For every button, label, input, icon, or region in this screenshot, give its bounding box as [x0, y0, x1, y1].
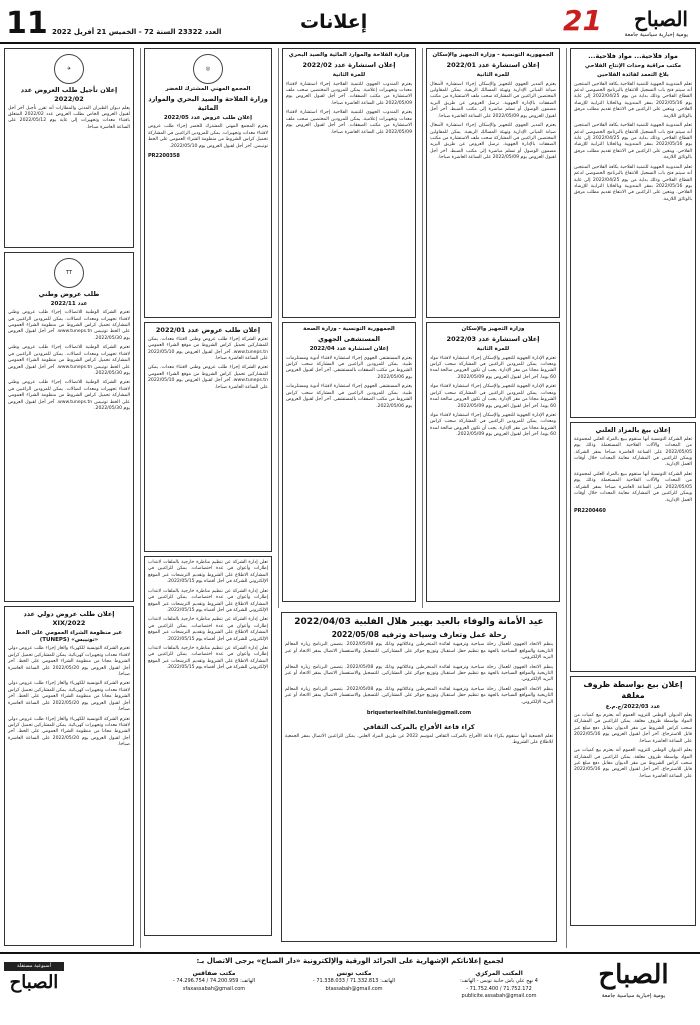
ad-title: إعلان استشارة عدد 2022/02 [302, 61, 396, 70]
notice-title: كراء قاعة الأفراح بالمركب الثقافي [363, 722, 475, 731]
ad-farm-materials [570, 48, 696, 418]
ad-body-repeat-2: تعتزم الشركة الوطنية للاتصالات إجراء طلب عروض وطني لاقتناء تجهيزات ومعدات اتصالات. يمكن للمزودين الراغبين في المشاركة تحميل كراس الشروط من منظومة الشراء العمومي على الخط تونيبس www.tuneps.tn. آخر أجل لقبول العروض يوم 2022/05/30. [8, 380, 130, 412]
ad-subtitle: عدد 2022/11 [50, 300, 88, 307]
ad-body-repeat: تعتزم الشركة التونسية للكهرباء والغاز إجراء طلب عروض دولي لاقتناء معدات وتجهيزات كهربائية. يمكن للمشاركين تحميل كراس الشروط مجانا من منظومة الشراء العمومي على الخط. آخر أجل لقبول العروض يوم 2022/05/20 على الساعة العاشرة صباحا. [8, 681, 131, 713]
ad-telecom-tender [4, 252, 134, 602]
ad-ref: PR2200358 [148, 153, 180, 160]
logo-name: الصباح [633, 7, 688, 31]
ad-body-repeat: تعلم الشركة التونسية أنها ستقوم ببيع بالمزاد العلني لمجموعة من المعدات والآلات الفلاحية المستعملة وذلك يوم 2022/05/05 على الساعة العاشرة صباحا بمقر الشركة. ويمكن للراغبين في المشاركة معاينة المعدات خلال أوقات العمل الإدارية. [574, 471, 692, 503]
telecom-logo-icon: TT [54, 258, 84, 288]
footer-logo-name: الصباح [598, 960, 669, 990]
ad-tender-01 [144, 322, 272, 552]
ad-body: يعلم ديوان الطيران المدني والمطارات أنه تقرر تأجيل آخر أجل لقبول العروض الخاص بطلب العروض عدد 2022/02 المتعلق باقتناء معدات وتجهيزات إلى غاية يوم 2022/05/12 على الساعة العاشرة صباحا. [8, 105, 130, 130]
column-1 [566, 48, 696, 948]
ad-body-repeat: تعتزم الشركة الوطنية للاتصالات إجراء طلب عروض وطني لاقتناء تجهيزات ومعدات اتصالات. يمكن للمزودين الراغبين في المشاركة تحميل كراس الشروط من منظومة الشراء العمومي على الخط تونيبس www.tuneps.tn. آخر أجل لقبول العروض يوم 2022/05/30. [8, 345, 130, 376]
ad-body-repeat: يعتزم المدير الجهوي للتجهيز والإسكان إجراء استشارة لأشغال صيانة المباني الإدارية وتهيئة المسالك الريفية. يمكن للمقاولين المختصين الراغبين في المشاركة سحب ملف الاستشارة من مكتب الصفقات بالإدارة الجهوية. ترسل العروض عن طريق البريد مضمون الوصول أو تسلم مباشرة إلى مكتب الضبط. آخر أجل لقبول العروض يوم 2022/05/09 على الساعة العاشرة صباحا. [430, 123, 556, 161]
ad-civil-aviation [4, 48, 134, 248]
ad-body-repeat: يعلم الديوان الوطني للتزويد العموم أنه يعتزم بيع كميات من المواد بواسطة ظروف مغلقة. يمكن للراغبين في المشاركة سحب كراس الشروط من مقر الديوان مقابل دفع مبلغ غير قابل للاسترجاع. آخر أجل لقبول العروض يوم 2022/05/16 على الساعة العاشرة صباحا. [574, 748, 692, 779]
ad-subtitle: مكتب مراقبة وحدات الإنتاج الفلاحي [584, 62, 682, 69]
notice-body: تعلم الجمعية أنها ستقوم بكراء قاعة الأفراح بالمركب الثقافي لموسم 2022 عن طريق المزاد العلني. يمكن للراغبين الاتصال بمقر الجمعية للاطلاع على الشروط. [285, 733, 553, 745]
ad-body: تعلن إدارة الشركة عن تنظيم مناظرة خارجية بالملفات لانتداب إطارات وأعوان في عدة اختصاصات. يمكن للراغبين في المشاركة الاطلاع على الشروط وتقديم الترشحات عبر الموقع الإلكتروني للشركة في أجل أقصاه يوم 2022/05/15. [148, 560, 268, 585]
ad-org: وزارة التجهيز والإسكان [461, 326, 525, 332]
footer-logo-left-tag: أسبوعية مستقلة [4, 962, 64, 971]
issue-info: العدد 23322 السنة 72 - الخميس 21 أفريل 2022 [52, 28, 222, 36]
ad-equipment-consult-3 [426, 322, 560, 602]
ad-subtitle: عدد 2022/03/ج.م.ع [605, 703, 661, 710]
office-title: مكتب صفاقس [192, 970, 236, 977]
ad-ref: PR2200460 [574, 507, 606, 514]
ad-body: ينظم الاتحاد الجهوي للعمال رحلة سياحية وترفيهية لفائدة المنخرطين وعائلاتهم وذلك يوم 2022/05/08. يتضمن البرنامج زيارة المعالم التاريخية والمواقع السياحية بالجهة مع تنظيم حفل استقبال وتوزيع جوائز على المشاركين. للتسجيل والاستفسار الاتصال بمقر الاتحاد أو عبر البريد الإلكتروني. [285, 642, 553, 661]
column-5 [4, 48, 134, 948]
footer-office-tunis [300, 969, 408, 993]
ad-org: الجمهورية التونسية - وزارة الصحة [303, 326, 395, 332]
page-header [0, 0, 700, 44]
ad-title: إعلان بيع بالمزاد العلني [595, 426, 671, 434]
footer-logo [571, 958, 696, 1023]
footer-logo-slogan: يومية إخبارية سياسية جامعة [601, 993, 666, 1000]
office-title: المكتب المركزي [475, 970, 523, 977]
airport-icon: ✈ [54, 54, 84, 84]
office-details: الهاتف: 74.200.959 / 74.296.754 - sfaxassabah@gmail.com [172, 978, 256, 992]
ad-title: إعلان استشارة عدد 2022/03 [446, 335, 540, 344]
ad-title: وزارة الفلاحة والصيد البحري والموارد المائية [148, 95, 268, 113]
ad-title: إعلان بيع بواسطة ظروف مغلقة [583, 680, 683, 700]
ad-vegetables-group [144, 48, 272, 318]
ad-subtitle: إعلان طلب عروض عدد 2022/05 [163, 114, 253, 121]
ad-body-repeat: تعلم المندوبية الجهوية للتنمية الفلاحية بكافة الفلاحين المنتجين أنه سيتم فتح باب التسجيل للانتفاع بالبرنامج الخصوصي لدعم القطاع الفلاحي وذلك بداية من يوم 2022/04/25 إلى غاية يوم 2022/05/16 بمقر المندوبية وبالخلايا الترابية للإرشاد الفلاحي. ويتعين على الراغبين في الانتفاع تقديم مطلب مرفق بالوثائق اللازمة. [574, 123, 693, 161]
ad-body-repeat-2: تعلن إدارة الشركة عن تنظيم مناظرة خارجية بالملفات لانتداب إطارات وأعوان في عدة اختصاصات. يمكن للراغبين في المشاركة الاطلاع على الشروط وتقديم الترشحات عبر الموقع الإلكتروني للشركة في أجل أقصاه يوم 2022/05/15. [148, 617, 268, 642]
ad-body-repeat-2: تعتزم الشركة التونسية للكهرباء والغاز إجراء طلب عروض دولي لاقتناء معدات وتجهيزات كهربائية. يمكن للمشاركين تحميل كراس الشروط مجانا من منظومة الشراء العمومي على الخط. آخر أجل لقبول العروض يوم 2022/05/20 على الساعة العاشرة صباحا. [8, 716, 131, 748]
newspaper-logo [542, 2, 692, 42]
ad-sale-sealed [570, 676, 696, 926]
page-footer [0, 952, 700, 1025]
ad-title: طلب عروض وطني [38, 290, 100, 298]
footer-office-main [445, 969, 553, 1001]
ad-equipment-consult-1 [426, 48, 560, 318]
ad-title: إعلان تأجيل طلب العروض عدد 2022/02 [20, 86, 118, 103]
ad-body-repeat: تعتزم الشركة إجراء طلب عروض وطني لاقتناء معدات. يمكن للمشاركين تحميل كراس الشروط من موقع الشراء العمومي www.tuneps.tn. آخر أجل لقبول العروض يوم 2022/05/10 على الساعة العاشرة صباحا. [148, 365, 268, 390]
ad-banner-title: عيد الأمانة والوفاء بالعيد بهيبر هلال الفلبية 2022/04/03 [294, 617, 544, 627]
ad-title: إعلان طلب عروض دولي عدد 2022/XIX [23, 610, 115, 627]
ad-subtitle: للمرة الثانية [476, 72, 510, 79]
ad-body-repeat: تعلن إدارة الشركة عن تنظيم مناظرة خارجية بالملفات لانتداب إطارات وأعوان في عدة اختصاصات. يمكن للراغبين في المشاركة الاطلاع على الشروط وتقديم الترشحات عبر الموقع الإلكتروني للشركة في أجل أقصاه يوم 2022/05/15. [148, 588, 268, 613]
org-emblem-icon: ◎ [193, 54, 223, 84]
wide-ad-block [278, 612, 560, 947]
page-number: 11 [6, 6, 48, 41]
ad-body: يعتزم المندوب الجهوي للتنمية الفلاحية إجراء استشارة لاقتناء معدات وتجهيزات إعلامية. يمكن للمزودين المختصين سحب ملف الاستشارة من مكتب الصفقات. آخر أجل لقبول العروض يوم 2022/05/09 على الساعة العاشرة صباحا. [286, 81, 412, 106]
ad-org: وزارة الفلاحة والموارد المائية والصيد البحري [288, 52, 410, 58]
ad-banner-subtitle: رحلة عمل وتعارف وسياحة وترفيه 2022/05/08 [331, 630, 507, 640]
ad-agri-consult [282, 48, 416, 318]
ad-subtitle-2: بلاغ التعمد لفائدة الفلاحين [597, 72, 669, 79]
ad-trip [281, 612, 557, 942]
ad-body-repeat-2: تعلم المندوبية الجهوية للتنمية الفلاحية بكافة الفلاحين المنتجين أنه سيتم فتح باب التسجيل للانتفاع بالبرنامج الخصوصي لدعم القطاع الفلاحي وذلك بداية من يوم 2022/04/25 إلى غاية يوم 2022/05/16 بمقر المندوبية وبالخلايا الترابية للإرشاد الفلاحي. ويتعين على الراغبين في الانتفاع تقديم مطلب مرفق بالوثائق اللازمة. [574, 164, 693, 202]
ad-subtitle: للمرة الثانية [332, 72, 366, 79]
ad-org: الجمهورية التونسية - وزارة التجهيز والإسكان [432, 52, 554, 58]
ad-title: إعلان طلب عروض عدد 2022/01 [155, 326, 261, 334]
ad-body: يعتزم المجمع المهني المشترك للخضر إجراء طلب عروض لاقتناء معدات وتجهيزات. يمكن للمزودين الراغبين في المشاركة تحميل كراس الشروط من منظومة الشراء العمومي على الخط تونيبس. آخر أجل لقبول العروض يوم 2022/05/10. [148, 124, 268, 149]
column-4 [140, 48, 272, 948]
ad-body: يعتزم المستشفى الجهوي إجراء استشارة لاقتناء أدوية ومستلزمات طبية. يمكن للمزودين الراغبين في المشاركة سحب كراس الشروط من مكتب الصفقات بالمستشفى. آخر أجل لقبول العروض يوم 2022/05/06. [286, 355, 412, 380]
footer-title: لجميع إعلاناتكم الإشهارية على الجرائد الورقية والإلكترونية «دار الصباح» يرجى الاتصال بـ: [196, 957, 504, 965]
office-title: مكتب تونس [336, 970, 372, 977]
ad-body: تعتزم الشركة إجراء طلب عروض وطني لاقتناء معدات. يمكن للمشاركين تحميل كراس الشروط من موقع الشراء العمومي www.tuneps.tn. آخر أجل لقبول العروض يوم 2022/05/10 على الساعة العاشرة صباحا. [148, 336, 268, 362]
ad-body-repeat-2: ينظم الاتحاد الجهوي للعمال رحلة سياحية وترفيهية لفائدة المنخرطين وعائلاتهم وذلك يوم 2022/05/08. يتضمن البرنامج زيارة المعالم التاريخية والمواقع السياحية بالجهة مع تنظيم حفل استقبال وتوزيع جوائز على المشاركين. للتسجيل والاستفسار الاتصال بمقر الاتحاد أو عبر البريد الإلكتروني. [285, 686, 553, 705]
ad-email[interactable]: briqueterieelhilel.tunisie@gmail.com [366, 710, 472, 717]
ad-body: يعتزم المدير الجهوي للتجهيز والإسكان إجراء استشارة لأشغال صيانة المباني الإدارية وتهيئة المسالك الريفية. يمكن للمقاولين المختصين الراغبين في المشاركة سحب ملف الاستشارة من مكتب الصفقات بالإدارة الجهوية. ترسل العروض عن طريق البريد مضمون الوصول أو تسلم مباشرة إلى مكتب الضبط. آخر أجل لقبول العروض يوم 2022/05/09 على الساعة العاشرة صباحا. [430, 81, 556, 119]
ad-body: تعتزم الشركة التونسية للكهرباء والغاز إجراء طلب عروض دولي لاقتناء معدات وتجهيزات كهربائية. يمكن للمشاركين تحميل كراس الشروط مجانا من منظومة الشراء العمومي على الخط. آخر أجل لقبول العروض يوم 2022/05/20 على الساعة العاشرة صباحا. [8, 646, 131, 678]
ad-body-repeat: يعتزم المستشفى الجهوي إجراء استشارة لاقتناء أدوية ومستلزمات طبية. يمكن للمزودين الراغبين في المشاركة سحب كراس الشروط من مكتب الصفقات بالمستشفى. آخر أجل لقبول العروض يوم 2022/05/06. [286, 384, 412, 409]
ad-body-repeat-3: تعلن إدارة الشركة عن تنظيم مناظرة خارجية بالملفات لانتداب إطارات وأعوان في عدة اختصاصات. يمكن للراغبين في المشاركة الاطلاع على الشروط وتقديم الترشحات عبر الموقع الإلكتروني للشركة في أجل أقصاه يوم 2022/05/15. [148, 646, 268, 671]
ad-title: إعلان استشارة عدد 2022/01 [446, 61, 540, 70]
footer-logo-left [4, 962, 64, 995]
ad-title: مواد فلاحية... مواد فلاحية... [588, 52, 678, 60]
ad-recruitment [144, 556, 272, 936]
ad-hospital-consult [282, 322, 416, 602]
office-details: 4 نهج علي باش حانبة تونس - الهاتف: 71.752.172 / 71.752.400 - publicite.assabah@gmail.com [460, 978, 538, 999]
ad-body: تعلم المندوبية الجهوية للتنمية الفلاحية بكافة الفلاحين المنتجين أنه سيتم فتح باب التسجيل للانتفاع بالبرنامج الخصوصي لدعم القطاع الفلاحي وذلك بداية من يوم 2022/04/25 إلى غاية يوم 2022/05/16 بمقر المندوبية وبالخلايا الترابية للإرشاد الفلاحي. ويتعين على الراغبين في الانتفاع تقديم مطلب مرفق بالوثائق اللازمة. [574, 81, 693, 119]
office-details: الهاتف: 71.332.813 / 71.338.033 - btassabah@gmail.com [312, 978, 396, 992]
ad-intl-tender [4, 606, 134, 946]
ad-body: يعلم الديوان الوطني للتزويد العموم أنه يعتزم بيع كميات من المواد بواسطة ظروف مغلقة. يمكن للراغبين في المشاركة سحب كراس الشروط من مقر الديوان مقابل دفع مبلغ غير قابل للاسترجاع. آخر أجل لقبول العروض يوم 2022/05/16 على الساعة العاشرة صباحا. [574, 713, 692, 744]
ad-body: تعتزم الشركة الوطنية للاتصالات إجراء طلب عروض وطني لاقتناء تجهيزات ومعدات اتصالات. يمكن للمزودين الراغبين في المشاركة تحميل كراس الشروط من منظومة الشراء العمومي على الخط تونيبس www.tuneps.tn. آخر أجل لقبول العروض يوم 2022/05/30. [8, 310, 130, 341]
logo-number: 21 [563, 4, 602, 37]
section-title: إعلانات [300, 11, 368, 33]
footer-office-sfax [160, 969, 268, 993]
ad-subtitle: عبر منظومة الشراء العمومي على الخط «تونيبس» (TUNEPS) [15, 629, 123, 643]
ad-body-repeat: تعتزم الإدارة الجهوية للتجهيز والإسكان إجراء استشارة لاقتناء مواد ومعدات. يمكن للمزودين الراغبين في المشاركة سحب كراس الشروط مجانا من مقر الإدارة. يجب أن تكون العروض صالحة لمدة 60 يوما. آخر أجل لقبول العروض يوم 2022/05/09. [430, 384, 556, 409]
ad-subtitle: إعلان استشارة عدد 2022/04 [309, 346, 389, 353]
ad-title: المستشفى الجهوي [317, 335, 381, 344]
ad-body-repeat: ينظم الاتحاد الجهوي للعمال رحلة سياحية وترفيهية لفائدة المنخرطين وعائلاتهم وذلك يوم 2022/05/08. يتضمن البرنامج زيارة المعالم التاريخية والمواقع السياحية بالجهة مع تنظيم حفل استقبال وتوزيع جوائز على المشاركين. للتسجيل والاستفسار الاتصال بمقر الاتحاد أو عبر البريد الإلكتروني. [285, 664, 553, 683]
logo-slogan: يومية إخبارية سياسية جامعة [624, 32, 688, 38]
ad-body: تعلم الشركة التونسية أنها ستقوم ببيع بالمزاد العلني لمجموعة من المعدات والآلات الفلاحية المستعملة وذلك يوم 2022/05/05 على الساعة العاشرة صباحا بمقر الشركة. ويمكن للراغبين في المشاركة معاينة المعدات خلال أوقات العمل الإدارية. [574, 436, 692, 468]
footer-logo-left-name: الصباح [9, 971, 59, 993]
ad-subtitle: للمرة الثانية [476, 346, 510, 353]
ad-body-repeat: يعتزم المندوب الجهوي للتنمية الفلاحية إجراء استشارة لاقتناء معدات وتجهيزات إعلامية. يمكن للمزودين المختصين سحب ملف الاستشارة من مكتب الصفقات. آخر أجل لقبول العروض يوم 2022/05/09 على الساعة العاشرة صباحا. [286, 110, 412, 135]
ad-body: تعتزم الإدارة الجهوية للتجهيز والإسكان إجراء استشارة لاقتناء مواد ومعدات. يمكن للمزودين الراغبين في المشاركة سحب كراس الشروط مجانا من مقر الإدارة. يجب أن تكون العروض صالحة لمدة 60 يوما. آخر أجل لقبول العروض يوم 2022/05/09. [430, 355, 556, 380]
column-2 [422, 48, 560, 608]
ad-body-repeat-2: تعتزم الإدارة الجهوية للتجهيز والإسكان إجراء استشارة لاقتناء مواد ومعدات. يمكن للمزودين الراغبين في المشاركة سحب كراس الشروط مجانا من مقر الإدارة. يجب أن تكون العروض صالحة لمدة 60 يوما. آخر أجل لقبول العروض يوم 2022/05/09. [430, 412, 556, 438]
ad-auction [570, 422, 696, 672]
column-3 [278, 48, 416, 608]
ad-org: المجمع المهني المشترك للخضر [165, 86, 251, 92]
